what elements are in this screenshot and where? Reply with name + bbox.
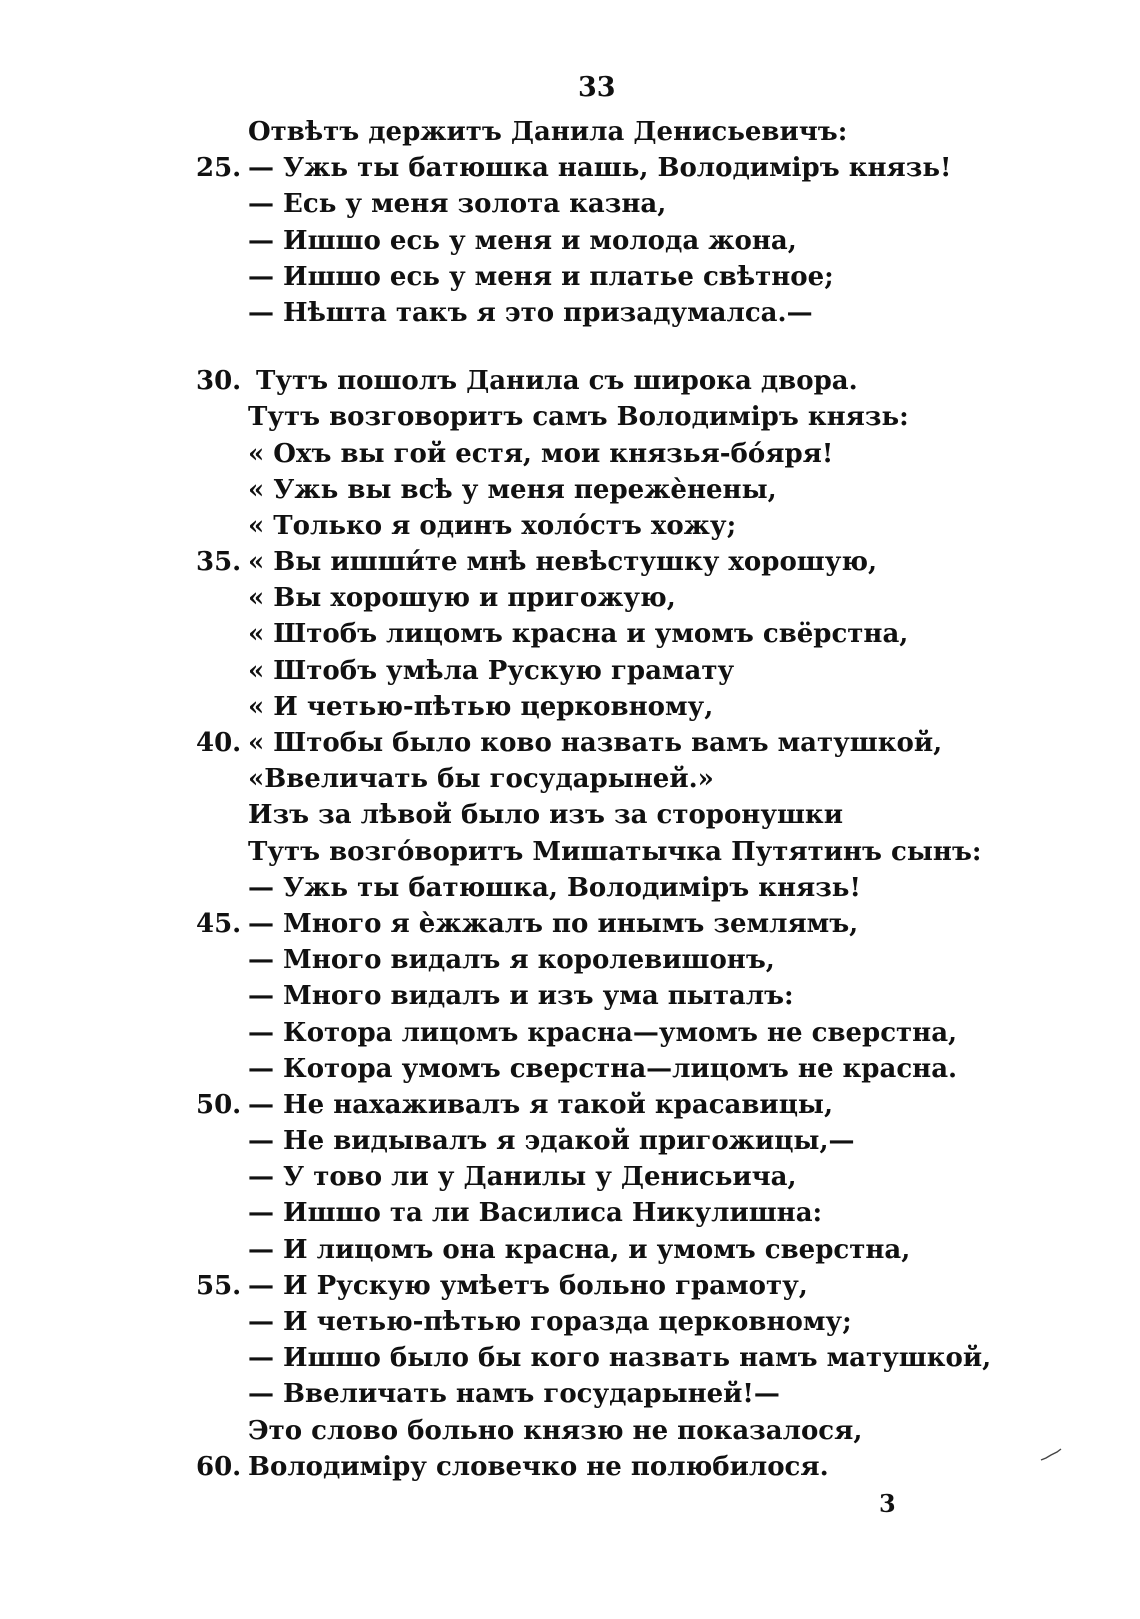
poem-line: [0, 725, 1140, 761]
poem-line: [0, 942, 1140, 978]
poem-line: [0, 761, 1140, 797]
line-text: « Ужь вы всѣ у меня пережѐнены,: [248, 474, 777, 505]
poem-line: [0, 223, 1140, 259]
poem-line: [0, 1195, 1140, 1231]
line-text: Тутъ возго́воритъ Мишатычка Путятинъ сынъ:: [248, 836, 982, 867]
line-text: « Штобъ лицомъ красна и умомъ свёрстна,: [248, 619, 909, 650]
poem-body: [0, 114, 1140, 1485]
page-number: 33: [578, 72, 616, 103]
line-number: 60.: [196, 1451, 242, 1482]
poem-line: [0, 150, 1140, 186]
poem-line: [0, 834, 1140, 870]
line-text: — Ишшо есь у меня и молода жона,: [248, 225, 797, 256]
poem-line: [0, 906, 1140, 942]
line-text: — Много видалъ я королевишонъ,: [248, 945, 775, 976]
poem-line: [0, 1087, 1140, 1123]
poem-line: [0, 1268, 1140, 1304]
line-number: 45.: [196, 908, 242, 939]
line-number: 35.: [196, 547, 242, 578]
line-text: — Ишшо та ли Василиса Никулишна:: [248, 1198, 823, 1229]
poem-line: [0, 259, 1140, 295]
poem-line: [0, 978, 1140, 1014]
poem-line: [0, 653, 1140, 689]
line-text: « Только я одинъ холо́стъ хожу;: [248, 510, 737, 541]
line-text: — У тово ли у Данилы у Денисьича,: [248, 1162, 797, 1193]
line-text: — Котора лицомъ красна—умомъ не сверстна,: [248, 1017, 958, 1048]
line-text: « И четью-пѣтью церковному,: [248, 691, 714, 722]
poem-line: [0, 1232, 1140, 1268]
line-number: 55.: [196, 1270, 242, 1301]
poem-line: [0, 508, 1140, 544]
line-text: — Не нахаживалъ я такой красавицы,: [248, 1089, 834, 1120]
line-text: — Есь у меня золота казна,: [248, 189, 667, 220]
poem-line: [0, 295, 1140, 331]
line-text: « Вы ишши́те мнѣ невѣстушку хорошую,: [248, 547, 878, 578]
poem-line: [0, 689, 1140, 725]
line-text: Тутъ пошолъ Данила съ широка двора.: [256, 366, 858, 397]
poem-line: [0, 870, 1140, 906]
line-text: — Ужь ты батюшка, Володиміръ князь!: [248, 872, 861, 903]
line-number: 25.: [196, 153, 242, 184]
poem-line: [0, 1159, 1140, 1195]
poem-line: [0, 580, 1140, 616]
poem-line: [0, 797, 1140, 833]
line-text: « Вы хорошую и пригожую,: [248, 583, 676, 614]
line-number: 30.: [196, 366, 242, 397]
poem-line: [0, 1376, 1140, 1412]
line-text: « Штобы было ково назвать вамъ матушкой,: [248, 728, 943, 758]
line-text: Отвѣтъ держитъ Данила Денисьевичъ:: [248, 117, 848, 147]
line-text: — Не видывалъ я эдакой пригожицы,—: [248, 1126, 855, 1157]
line-number: 40.: [196, 728, 242, 758]
poem-line: [0, 1015, 1140, 1051]
line-number: 50.: [196, 1089, 242, 1120]
poem-line: [0, 1413, 1140, 1449]
line-text: — Ввеличать намъ государыней!—: [248, 1379, 780, 1410]
poem-line: [0, 1123, 1140, 1159]
line-text: « Штобъ умѣла Рускую грамату: [248, 655, 735, 686]
line-text: — Много видалъ и изъ ума пыталъ:: [248, 981, 794, 1012]
signature-mark: 3: [879, 1489, 896, 1518]
line-text: Изъ за лѣвой было изъ за сторонушки: [248, 800, 843, 831]
line-text: — Много я ѐжжалъ по инымъ землямъ,: [248, 908, 859, 939]
poem-line: [0, 186, 1140, 222]
poem-line: [0, 1051, 1140, 1087]
line-text: — И четью-пѣтью горазда церковному;: [248, 1307, 852, 1337]
line-text: — И Рускую умѣетъ больно грамоту,: [248, 1270, 808, 1301]
line-text: Тутъ возговоритъ самъ Володиміръ князь:: [248, 402, 909, 433]
poem-line: [0, 616, 1140, 652]
line-text: — Ишшо есь у меня и платье свѣтное;: [248, 261, 834, 292]
line-text: «Ввеличать бы государыней.»: [248, 764, 714, 795]
scan-speck: [1040, 1448, 1062, 1462]
line-text: Володиміру словечко не полюбилося.: [248, 1451, 829, 1482]
poem-line: [0, 363, 1140, 399]
line-text: — Нѣшта такъ я это призадумалса.—: [248, 297, 813, 328]
poem-line: [0, 1449, 1140, 1485]
poem-line: [0, 114, 1140, 150]
line-text: — Ужь ты батюшка нашь, Володиміръ князь!: [248, 153, 952, 184]
poem-line: [0, 472, 1140, 508]
poem-line: [0, 544, 1140, 580]
poem-line: [0, 436, 1140, 472]
line-text: « Охъ вы гой естя, мои князья-бо́яря!: [248, 438, 834, 469]
line-text: — И лицомъ она красна, и умомъ сверстна,: [248, 1234, 911, 1265]
poem-line: [0, 1340, 1140, 1376]
poem-line: [0, 399, 1140, 435]
line-text: — Котора умомъ сверстна—лицомъ не красна.: [248, 1053, 958, 1084]
poem-line: [0, 1304, 1140, 1340]
line-text: Это слово больно князю не показалося,: [248, 1415, 863, 1446]
line-text: — Ишшо было бы кого назвать намъ матушкой,: [248, 1343, 992, 1374]
